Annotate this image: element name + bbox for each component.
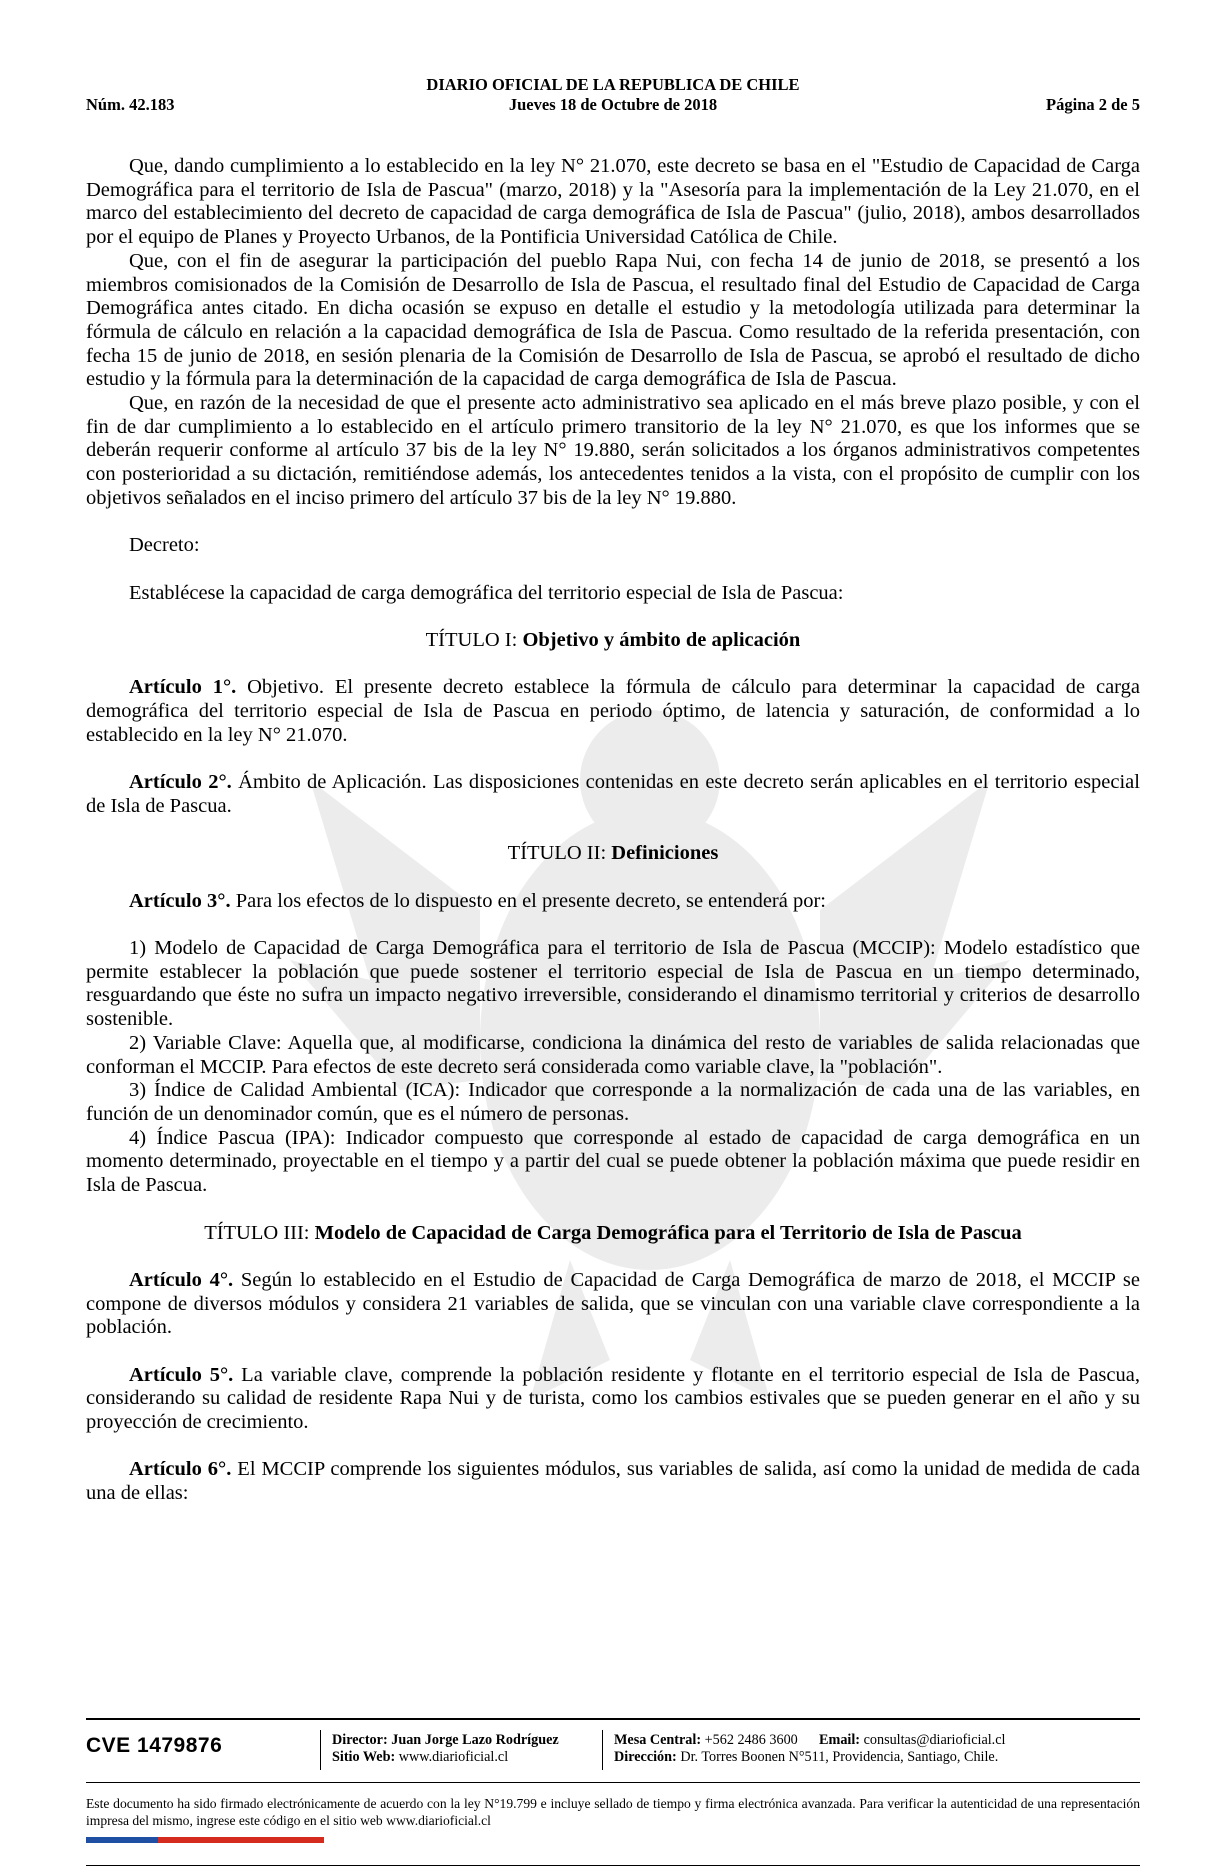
definition-item: 1) Modelo de Capacidad de Carga Demográfica para el territorio de Isla de Pascua (MCCIP): Modelo estadístico que permite establecer la población que puede sostener el territorio especial de Isla de Pascua en un tiempo determinado, resguardando que éste no sufra un impacto negativo irreversible, considerando el dinamismo territorial y criterios de desarrollo sostenible. [86, 937, 1140, 1031]
flag-stripe [86, 1837, 324, 1843]
mesa-label: Mesa Central: [614, 1732, 702, 1748]
site-link[interactable]: www.diarioficial.cl [398, 1749, 509, 1765]
article-5 [86, 1364, 1140, 1435]
article-label: Artículo 5°. [129, 1363, 234, 1386]
paragraph: Establécese la capacidad de carga demográfica del territorio especial de Isla de Pascua: [129, 581, 844, 604]
address-label: Dirección: [614, 1749, 677, 1765]
issue-date: Jueves 18 de Octubre de 2018 [508, 95, 718, 114]
section-name: Definiciones [611, 842, 719, 865]
section-prefix: TÍTULO II: [507, 842, 612, 865]
article-text: La variable clave, comprende la población residente y flotante en el territorio especial de Isla de Pascua, considerando su calidad de residente Rapa Nui y de turista, como los cambios estivales que se pueden generar en el año y su proyección de crecimiento. [86, 1363, 1140, 1434]
document-page [86, 0, 1140, 1505]
article-text: Según lo establecido en el Estudio de Capacidad de Carga Demográfica de marzo de 2018, el MCCIP se compone de diversos módulos y considera 21 variables de salida, que se vinculan con una variable clave correspondiente a la población. [86, 1268, 1140, 1339]
page-header [86, 0, 1140, 115]
flag-blue-stripe [86, 1837, 158, 1843]
decree-heading: Decreto: [129, 534, 200, 557]
article-1 [86, 676, 1140, 747]
definition-item: 4) Índice Pascua (IPA): Indicador compuesto que corresponde al estado de capacidad de carga demográfica en un momento determinado, proyectable en el tiempo y a partir del cual se puede obtener la población máxima que puede residir en Isla de Pascua. [86, 1126, 1140, 1197]
flag-red-stripe [158, 1837, 324, 1843]
article-4 [86, 1269, 1140, 1340]
section-title-1 [86, 629, 1140, 653]
definition-item: 3) Índice de Calidad Ambiental (ICA): Indicador que corresponde a la normalización de cada una de las variables, en función de un denominador común, que es el número de personas. [86, 1079, 1140, 1125]
section-title-2 [86, 842, 1140, 866]
director-info [332, 1732, 559, 1766]
section-title-3 [86, 1222, 1140, 1246]
page-footer [86, 1718, 1140, 1843]
email-label: Email: [819, 1732, 861, 1748]
mesa-phone: +562 2486 3600 [704, 1732, 798, 1748]
article-6 [86, 1458, 1140, 1505]
section-prefix: TÍTULO III: [204, 1221, 315, 1244]
paragraph: Que, con el fin de asegurar la participación del pueblo Rapa Nui, con fecha 14 de junio de 2018, se presentó a los miembros comisionados de la Comisión de Desarrollo de Isla de Pascua, el resultado final del Estudio de Capacidad de Carga Demográfica antes citado. En dicha ocasión se expuso en detalle el estudio y la metodología utilizada para determinar la fórmula de cálculo en relación a la capacidad demográfica de Isla de Pascua. Como resultado de la referida presentación, con fecha 15 de junio de 2018, en sesión plenaria de la Comisión de Desarrollo de Isla de Pascua, se aprobó el resultado de dicho estudio y la fórmula para la determinación de la capacidad de carga demográfica de Isla de Pascua. [86, 249, 1140, 391]
publication-title: DIARIO OFICIAL DE LA REPUBLICA DE CHILE [426, 75, 800, 94]
article-label: Artículo 1°. [129, 676, 237, 699]
article-label: Artículo 3°. [129, 889, 231, 912]
cve-code: CVE 1479876 [86, 1734, 223, 1757]
article-2 [86, 771, 1140, 818]
director-label: Director: [332, 1732, 388, 1748]
article-text: Ámbito de Aplicación. Las disposiciones contenidas en este decreto serán aplicables en el territorio especial de Isla de Pascua. [86, 771, 1140, 817]
site-label: Sitio Web: [332, 1749, 396, 1765]
definition-item: 2) Variable Clave: Aquella que, al modificarse, condiciona la dinámica del resto de variables de salida relacionadas que conforman el MCCIP. Para efectos de este decreto será considerada como variable clave, la "población". [86, 1031, 1140, 1078]
paragraph: Que, dando cumplimiento a lo establecido en la ley N° 21.070, este decreto se basa en el "Estudio de Capacidad de Carga Demográfica para el territorio de Isla de Pascua" (marzo, 2018) y la "Asesoría para la implementación de la Ley 21.070, en el marco del establecimiento del decreto de capacidad de carga demográfica de Isla de Pascua" (julio, 2018), ambos desarrollados por el equipo de Planes y Proyecto Urbanos, de la Pontificia Universidad Católica de Chile. [86, 155, 1140, 249]
section-name: Objetivo y ámbito de aplicación [522, 629, 801, 652]
article-3 [86, 890, 1140, 914]
director-name: Juan Jorge Lazo Rodríguez [391, 1732, 559, 1748]
article-text: Para los efectos de lo dispuesto en el presente decreto, se entenderá por: [230, 889, 826, 912]
address-text: Dr. Torres Boonen N°511, Providencia, Santiago, Chile. [680, 1749, 999, 1765]
document-body [86, 155, 1140, 1506]
issue-number: Núm. 42.183 [86, 95, 175, 114]
paragraph: Que, en razón de la necesidad de que el presente acto administrativo sea aplicado en el más breve plazo posible, y con el fin de dar cumplimiento a lo establecido en el artículo primero transitorio de la ley N° 21.070, es que los informes que se deberán requerir conforme al artículo 37 bis de la ley N° 19.880, serán solicitados a los órganos administrativos competentes con posterioridad a su dictación, remitiéndose además, los antecedentes tenidos a la vista, con el propósito de cumplir con los objetivos señalados en el inciso primero del artículo 37 bis de la ley N° 19.880. [86, 392, 1140, 509]
signature-note: Este documento ha sido firmado electrónicamente de acuerdo con la ley N°19.799 e incluye sellado de tiempo y firma electrónica avanzada. Para verificar la autenticidad de una representación impresa del mismo, ingrese este código en el sitio web www.diarioficial.cl [86, 1796, 1140, 1828]
section-prefix: TÍTULO I: [425, 629, 523, 652]
article-text: Objetivo. El presente decreto establece la fórmula de cálculo para determinar la capacidad de carga demográfica del territorio especial de Isla de Pascua en periodo óptimo, de latencia y saturación, de conformidad a lo establecido en la ley N° 21.070. [86, 676, 1140, 746]
article-text: El MCCIP comprende los siguientes módulos, sus variables de salida, así como la unidad de medida de cada una de ellas: [86, 1458, 1140, 1505]
article-label: Artículo 2°. [129, 771, 232, 794]
page-number: Página 2 de 5 [1046, 95, 1140, 114]
article-label: Artículo 6°. [129, 1458, 232, 1481]
email-link[interactable]: consultas@diarioficial.cl [863, 1732, 1006, 1748]
contact-info [614, 1732, 1005, 1766]
article-label: Artículo 4°. [129, 1268, 234, 1291]
section-name: Modelo de Capacidad de Carga Demográfica para el Territorio de Isla de Pascua [314, 1221, 1022, 1244]
